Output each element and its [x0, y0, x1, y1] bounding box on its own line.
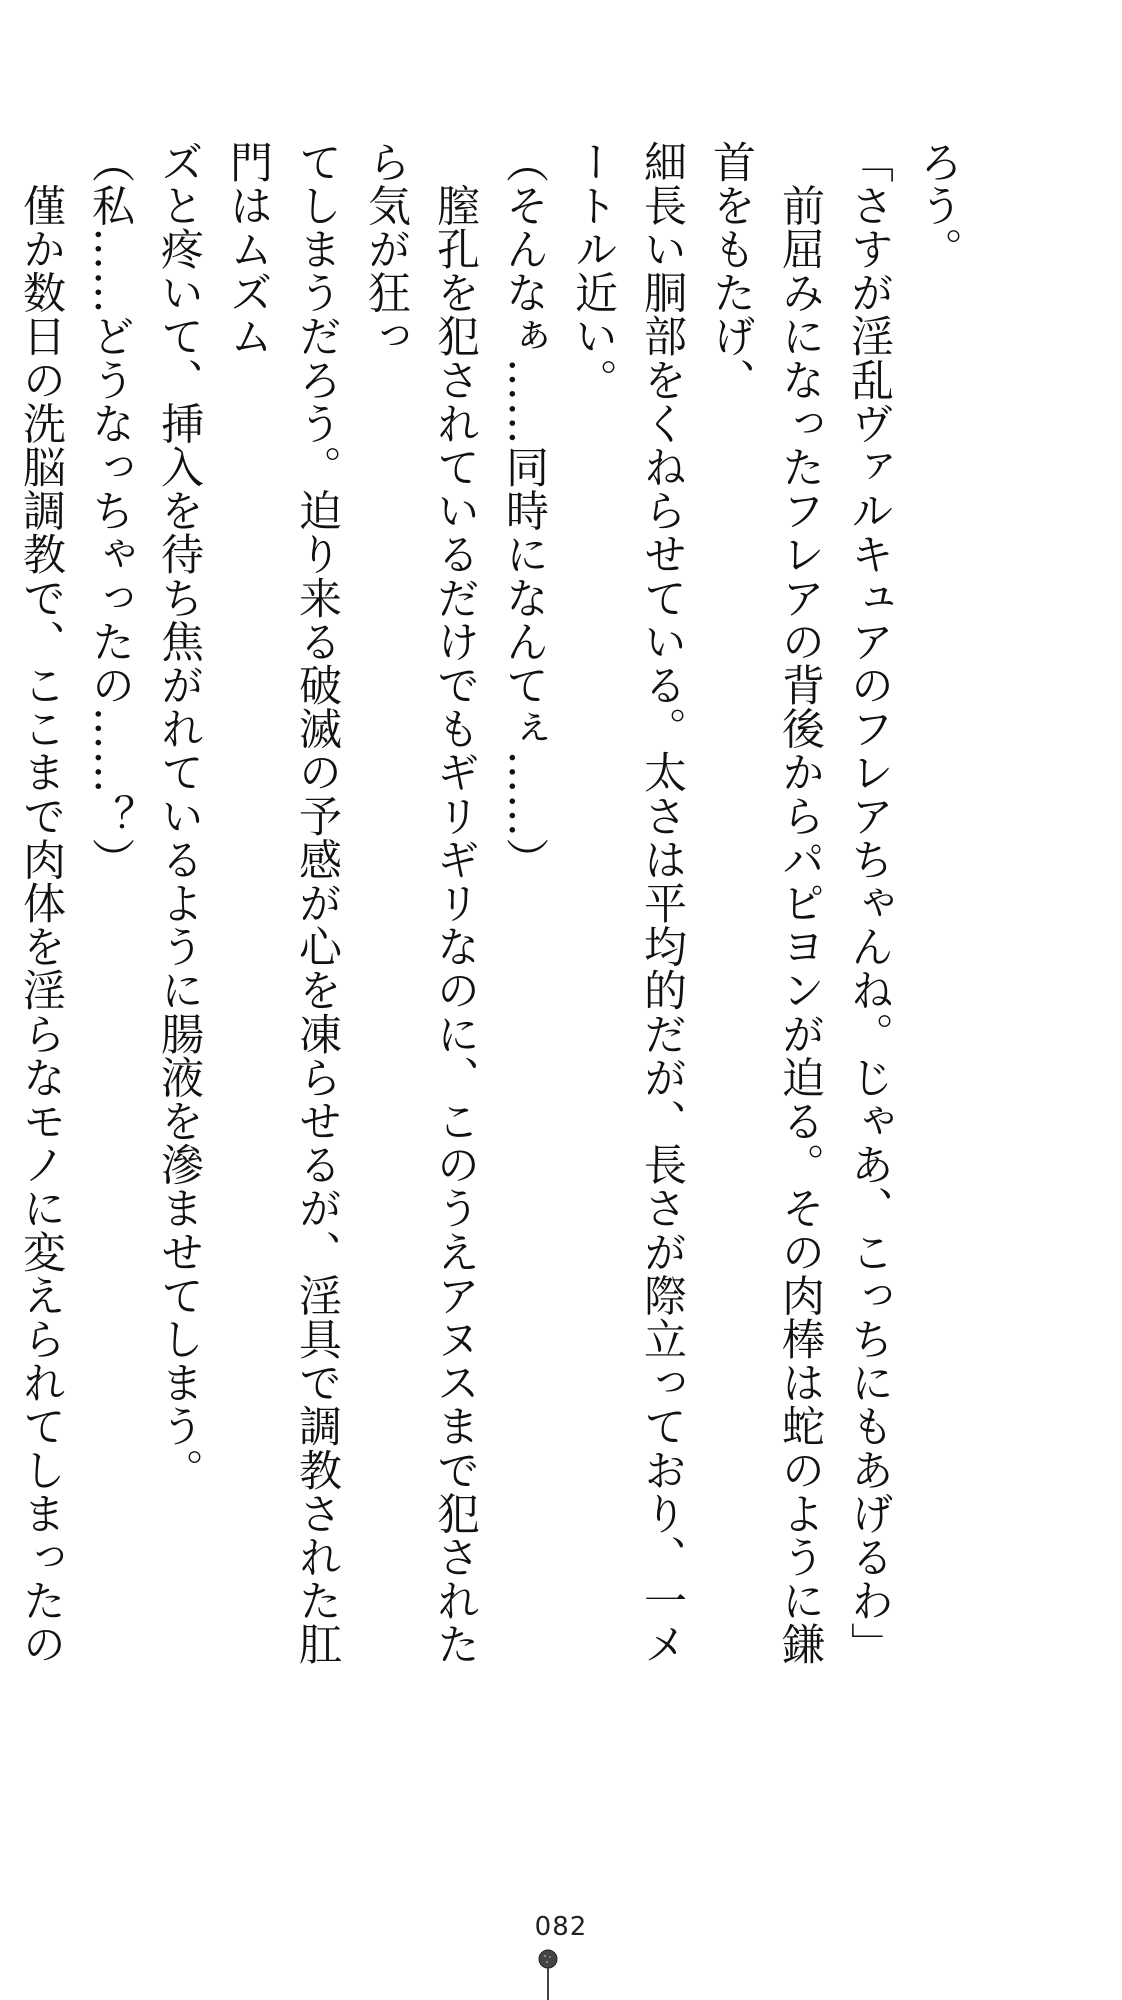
- page-ornament-icon: [537, 1948, 559, 1970]
- page-number: 082: [534, 1912, 588, 1942]
- text-line: 膣孔を犯されているだけでもギリギリなのに、このうえアヌスまで犯されたら気が狂っ: [361, 140, 480, 1666]
- text-line: ろう。: [913, 140, 963, 271]
- text-line: 僅か数日の洗脳調教で、ここまで肉体を淫らなモノに変えられてしまったの: [16, 183, 66, 1666]
- text-line: てしまうだろう。迫り来る破滅の予感が心を凍らせるが、淫具で調教された肛門はムズム: [223, 140, 342, 1666]
- text-line: （私……どうなっちゃったの……？）: [85, 140, 135, 882]
- text-line: 前屈みになったフレアの背後からパピヨンが迫る。その肉棒は蛇のように鎌首をもたげ、: [706, 140, 825, 1666]
- text-line: 「さすが淫乱ヴァルキュアのフレアちゃんね。じゃあ、こっちにもあげるわ」: [844, 140, 894, 1666]
- text-line: ズと疼いて、挿入を待ち焦がれているように腸液を滲ませてしまう。: [154, 140, 204, 1492]
- text-line: 細長い胴部をくねらせている。太さは平均的だが、長さが際立っており、一メートル近い。: [568, 140, 687, 1666]
- text-line: （そんなぁ……同時になんてぇ……）: [499, 140, 549, 882]
- body-text: [16, 140, 972, 1700]
- ornament-line: [547, 1968, 549, 2000]
